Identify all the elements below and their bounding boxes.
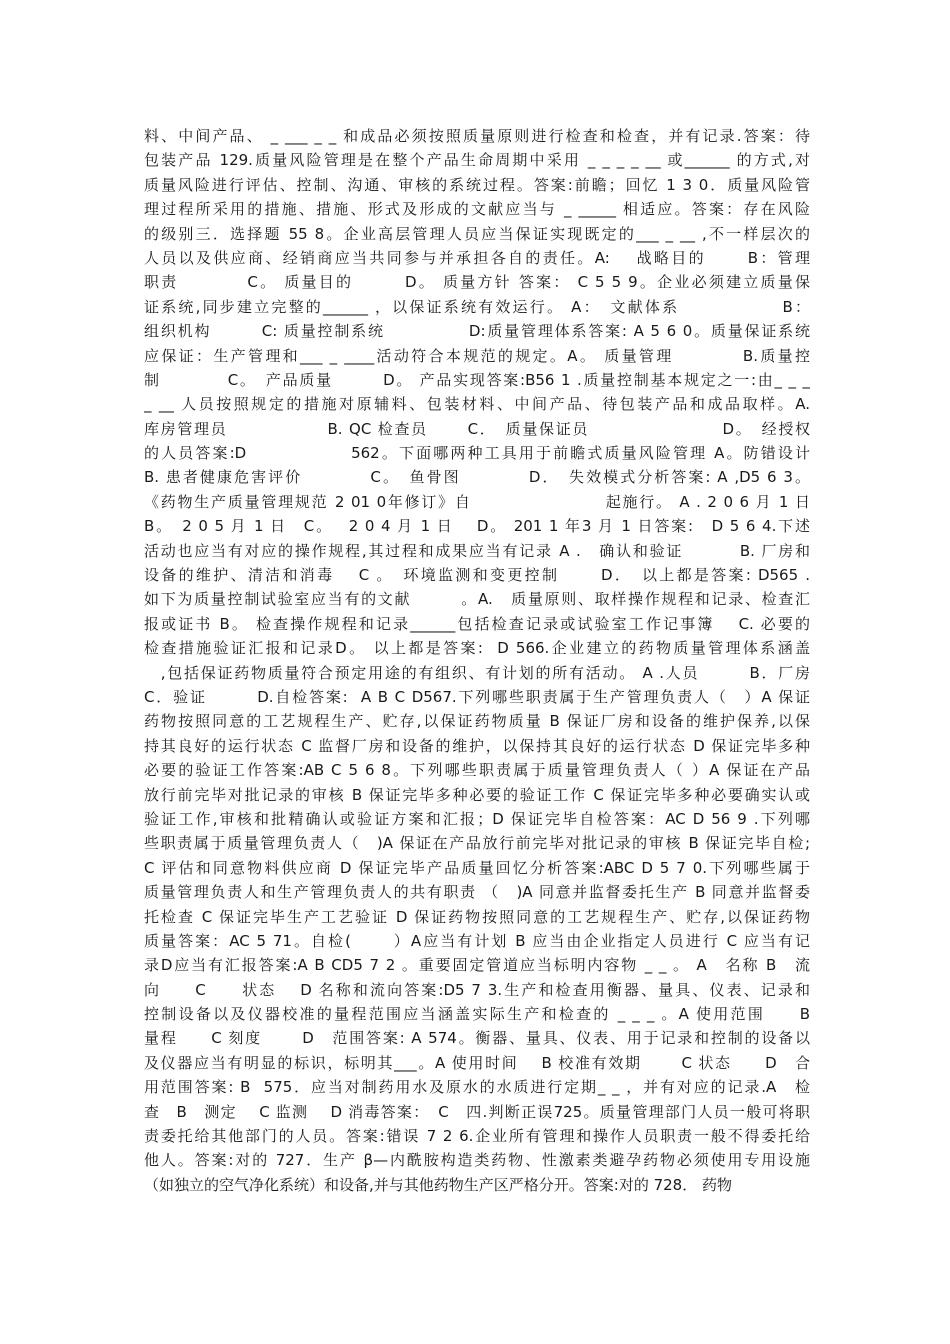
text-line: 药物按照同意的工艺规程生产、贮存,以保证药物质量 B 保证厂房和设备的维护保养,以保 xyxy=(144,712,810,731)
text-line: 向 C 状态 D 名称和流向答案:D5 7 3.生产和检查用衡器、量具、仪表、记录和 xyxy=(144,980,810,999)
text-line: 验证工作,审核和批精确认或验证方案和汇报；D 保证完毕自检答案：AC D 56 9 .下列哪 xyxy=(144,809,810,828)
text-line: 录D应当有汇报答案:A B CD5 7 2 。重要固定管道应当标明内容物 _ _ 。 A 名称 B 流 xyxy=(144,956,810,975)
text-line: 理过程所采用的措施、措施、形式及形成的文献应当与 _ _____ 相适应。答案：存在风险 xyxy=(144,200,810,219)
text-line: 《药物生产质量管理规范 2 01 0年修订》自 起施行。 A . 2 0 6 月 1 日 xyxy=(144,492,810,511)
text-line: B. 患者健康危害评价 C。 鱼骨图 D． 失效模式分析答案: A ,D5 6 3。 xyxy=(144,468,810,487)
text-line: 用范围答案: B 575．应当对制药用水及原水的水质进行定期_ _ ，并有对应的记录.A 检 xyxy=(144,1078,810,1097)
text-line: 组织机构 C: 质量控制系统 D:质量管理体系答案: A 5 6 0。质量保证系统 xyxy=(144,322,810,341)
text-line: 证系统,同步建立完整的______ ，以保证系统有效运行。 A： 文献体系 B： xyxy=(144,297,810,316)
text-line: 量程 C 刻度 D 范围答案: A 574。衡器、量具、仪表、用于记录和控制的设备以 xyxy=(144,1029,810,1048)
text-line: 放行前完毕对批记录的审核 B 保证完毕多种必要的验证工作 C 保证完毕多种必要确实认或 xyxy=(144,785,810,804)
text-line: 如下为质量控制试验室应当有的文献 。A. 质量原则、取样操作规程和记录、检查汇 xyxy=(144,590,810,609)
text-line: 持其良好的运行状态 C 监督厂房和设备的维护，以保持其良好的运行状态 D 保证完毕多种 xyxy=(144,736,810,755)
text-line: 活动也应当有对应的操作规程,其过程和成果应当有记录 A . 确认和验证 B. 厂房和 xyxy=(144,541,810,560)
text-line: 的级别三．选择题 55 8。企业高层管理人员应当保证实现既定的___ _ __ ,不一样层次的 xyxy=(144,224,810,243)
text-line: 查 B 测定 C 监测 D 消毒答案： C 四.判断正误725。质量管理部门人员一般可将职 xyxy=(144,1102,810,1121)
text-line: 托检查 C 保证完毕生产工艺验证 D 保证药物按照同意的工艺规程生产、贮存,以保证药物 xyxy=(144,907,810,926)
text-line: 的人员答案:D 562。下面哪两种工具用于前瞻式质量风险管理 A。防错设计 xyxy=(144,444,810,463)
text-line: 料、中间产品、 _ ___ _ _ 和成品必须按照质量原则进行检查和检查，并有记录.答案：待 xyxy=(144,127,810,145)
text-line: ,包括保证药物质量符合预定用途的有组织、有计划的所有活动。 A .人员 B．厂房 xyxy=(144,663,810,682)
text-line: 检查措施验证汇报和记录D。 以上都是答案: D 566.企业建立的药物质量管理体系涵盖 xyxy=(144,639,810,658)
text-line: _ __ 人员按照规定的措施对原辅料、包装材料、中间产品、待包装产品和成品取样。A. xyxy=(144,395,810,414)
text-line: 人员以及供应商、经销商应当共同参与并承担各自的责任。A: 战略目的 B：管理 xyxy=(144,248,810,267)
text-line: 及仪器应当有明显的标识，标明其___。A 使用时间 B 校准有效期 C 状态 D 合 xyxy=(144,1053,810,1072)
text-line: 职责 C。 质量目的 D。 质量方针 答案： C 5 5 9。企业必须建立质量保 xyxy=(144,273,810,292)
text-line: （如独立的空气净化系统）和设备,并与其他药物生产区严格分开。答案:对的 728． 药物 xyxy=(144,1175,732,1194)
text-line: 质量风险进行评估、控制、沟通、审核的系统过程。答案:前瞻；回忆 1 3 0．质量风险管 xyxy=(144,175,810,194)
document-body-text xyxy=(144,124,810,1197)
text-line: 控制设备以及仪器校准的量程范围应当涵盖实际生产和检查的 _ _ _ 。A 使用范围 B xyxy=(144,1005,810,1024)
text-line: 些职责属于质量管理负责人（ )A 保证在产品放行前完毕对批记录的审核 B 保证完毕自检; xyxy=(144,834,810,853)
text-line: 必要的验证工作答案:AB C 5 6 8。下列哪些职责属于质量管理负责人（ ）A 保证在产品 xyxy=(144,761,810,780)
text-line: C．验证 D.自检答案: A B C D567.下列哪些职责属于生产管理负责人（ ）A 保证 xyxy=(144,687,810,706)
text-line: 应保证：生产管理和___ _ ____活动符合本规范的规定。A。 质量管理 B.质量控 xyxy=(144,346,810,365)
text-line: 库房管理员 B. QC 检查员 C． 质量保证员 D。 经授权 xyxy=(144,419,810,438)
text-line: 质量答案：AC 5 71。自检( ）A应当有计划 B 应当由企业指定人员进行 C 应当有记 xyxy=(144,931,810,950)
text-line: B。 2 0 5 月 1 日 C。 2 0 4 月 1 日 D。 201 1 年3 月 1 日答案: D 5 6 4.下述 xyxy=(144,517,810,536)
text-line: 他人。答案:对的 727．生产 β—内酰胺构造类药物、性激素类避孕药物必须使用专用设施 xyxy=(144,1151,810,1170)
text-line: 质量管理负责人和生产管理负责人的共有职责 （ )A 同意并监督委托生产 B 同意并监督委 xyxy=(144,883,810,902)
text-line: 制 C。 产品质量 D。 产品实现答案:B56 1 .质量控制基本规定之一:由_ _ _ xyxy=(144,370,810,389)
text-line: 报或证书 B。 检查操作规程和记录______包括检查记录或试验室工作记事簿 C. 必要的 xyxy=(144,614,810,633)
text-line: C 评估和同意物料供应商 D 保证完毕产品质量回忆分析答案:ABC D 5 7 0.下列哪些属于 xyxy=(144,858,810,877)
text-line: 设备的维护、清洁和消毒 C 。 环境监测和变更控制 D． 以上都是答案: D565 . xyxy=(144,566,810,585)
text-line: 责委托给其他部门的人员。答案:错误 7 2 6.企业所有管理和操作人员职责一般不得委托给 xyxy=(144,1127,810,1146)
text-line: 包装产品 129.质量风险管理是在整个产品生命周期中采用 _ _ _ _ __ 或______ 的方式,对 xyxy=(144,151,810,170)
